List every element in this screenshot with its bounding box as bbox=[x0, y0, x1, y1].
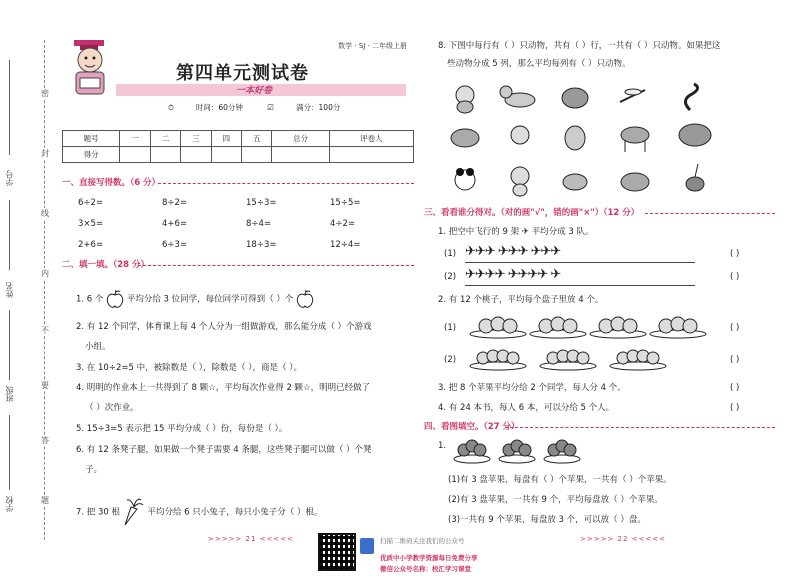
question-8: 8. 下图中每行有（ ）只动物，共有（ ）行，一共有（ ）只动物。如果把这 bbox=[438, 41, 721, 51]
bird-icon bbox=[511, 126, 529, 144]
calc-item: 15÷5= bbox=[330, 198, 361, 208]
mascot-graduate-icon bbox=[66, 36, 116, 96]
dog-icon bbox=[500, 86, 535, 107]
field-name[interactable]: 姓名 bbox=[5, 282, 14, 298]
question-3: 3. 在 10÷2=5 中，被除数是（ ），除数是（ ），商是（ ）。 bbox=[76, 363, 302, 373]
question-text: 平均分给 6 只小兔子，每只小兔子分（ ）根。 bbox=[147, 507, 323, 518]
table-cell: 得分 bbox=[63, 147, 120, 163]
option-label: (3) bbox=[448, 515, 461, 525]
seal-char: 内 bbox=[41, 269, 49, 278]
field-class[interactable]: 班级 bbox=[5, 386, 14, 402]
check-icon: ☑ bbox=[267, 103, 275, 112]
calc-item: 8÷2= bbox=[162, 198, 188, 208]
answer-blank[interactable]: ( ) bbox=[730, 355, 740, 365]
promo-line: 微信公众号名称：校汇学习课堂 bbox=[380, 565, 471, 573]
option-label: (1) bbox=[448, 475, 461, 485]
elephant-icon bbox=[679, 124, 711, 146]
option-label: (2) bbox=[444, 272, 457, 282]
table-cell: 五 bbox=[242, 131, 272, 147]
question-s4-c bbox=[448, 514, 646, 526]
table-cell: 四 bbox=[211, 131, 241, 147]
question-text: 有 3 盘苹果，一共有 9 个，平均每盘放（ ）个苹果。 bbox=[460, 495, 663, 505]
answer-blank[interactable]: ( ) bbox=[730, 383, 740, 393]
seal-char: 要 bbox=[41, 381, 49, 390]
calc-item: 18÷3= bbox=[246, 240, 277, 250]
apple-icon bbox=[106, 289, 124, 309]
option-label: (1) bbox=[444, 323, 457, 333]
answer-blank[interactable]: ( ) bbox=[730, 403, 740, 413]
question-6-cont: 子。 bbox=[85, 465, 103, 475]
promo-line: 优质中小学教学资源每日免费分享 bbox=[380, 554, 478, 562]
seal-dash-line bbox=[44, 40, 45, 540]
question-2-cont: 小组。 bbox=[85, 342, 111, 352]
question-s3-4: 4. 有 24 本书，每人 6 本，可以分给 5 个人。 bbox=[438, 403, 615, 413]
table-cell: 题号 bbox=[63, 131, 120, 147]
apple-plates-icon bbox=[452, 436, 582, 464]
field-school[interactable]: 学校 bbox=[5, 496, 14, 512]
horse-icon bbox=[621, 127, 649, 152]
question-s3-2: 2. 有 12 个桃子，平均每个盘子里放 4 个。 bbox=[438, 295, 604, 305]
score-table bbox=[62, 130, 414, 163]
option-label: (2) bbox=[444, 355, 457, 365]
question-4: 4. 明明的作业本上一共得到了 8 颗☆，平均每次作业得 2 颗☆，明明已经做了 bbox=[76, 383, 371, 393]
qr-code[interactable] bbox=[318, 533, 356, 571]
calc-item: 4÷2= bbox=[330, 219, 356, 229]
frog-icon bbox=[563, 174, 587, 190]
section-heading: 一、直接写得数。（6 分） bbox=[62, 178, 161, 188]
score-input[interactable] bbox=[181, 147, 211, 163]
section-divider bbox=[645, 213, 775, 214]
exam-info bbox=[168, 102, 362, 113]
section-heading: 二、填一填。（28 分） bbox=[62, 260, 150, 270]
panda-icon bbox=[455, 168, 475, 190]
answer-blank[interactable]: ( ) bbox=[730, 272, 740, 282]
monkey-icon bbox=[456, 86, 474, 113]
question-s4-a bbox=[448, 474, 672, 486]
subject-label: 数学 · SJ · 二年级上册 bbox=[338, 42, 407, 50]
question-8-cont: 些动物分成 5 列，那么平均每列有（ ）只动物。 bbox=[447, 59, 631, 69]
animal-grid bbox=[450, 80, 760, 200]
field-line bbox=[9, 200, 10, 270]
group-underline bbox=[465, 262, 695, 263]
question-number: 1. bbox=[438, 441, 447, 451]
dragonfly-icon bbox=[620, 89, 645, 102]
section-divider bbox=[505, 427, 775, 428]
section-divider bbox=[138, 265, 414, 266]
calc-item: 15÷3= bbox=[246, 198, 277, 208]
exam-time: 时间：60分钟 bbox=[195, 103, 243, 112]
question-7 bbox=[76, 497, 322, 527]
calc-item: 6÷2= bbox=[78, 198, 104, 208]
table-row bbox=[63, 147, 414, 163]
peach-plates-icon bbox=[468, 342, 668, 372]
question-1 bbox=[76, 289, 314, 309]
question-text: 7. 把 30 根 bbox=[76, 507, 121, 518]
answer-blank[interactable]: ( ) bbox=[730, 323, 740, 333]
app-logo-icon bbox=[360, 538, 374, 554]
section-divider bbox=[158, 183, 414, 184]
table-cell: 一 bbox=[120, 131, 150, 147]
group-underline bbox=[465, 285, 695, 286]
field-line bbox=[9, 310, 10, 380]
title-banner bbox=[116, 84, 406, 96]
peach-plates-icon bbox=[468, 310, 708, 340]
question-5: 5. 15÷3=5 表示把 15 平均分成（ ）份，每份是（ ）。 bbox=[76, 424, 288, 434]
score-input[interactable] bbox=[329, 147, 413, 163]
airplane-groups-icon: ✈✈✈ ✈✈✈ ✈✈✈ bbox=[465, 244, 561, 259]
seal-char: 封 bbox=[41, 149, 49, 158]
seal-char: 线 bbox=[41, 209, 49, 218]
table-cell: 总分 bbox=[272, 131, 329, 147]
question-text: 1. 把空中飞行的 9 架 bbox=[438, 227, 520, 237]
airplane-groups-icon: ✈✈✈✈ ✈✈✈✈ ✈ bbox=[465, 267, 561, 282]
seal-char: 答 bbox=[41, 436, 49, 445]
question-s3-3: 3. 把 8 个苹果平均分给 2 个同学，每人分 4 个。 bbox=[438, 383, 626, 393]
field-line bbox=[9, 415, 10, 490]
question-2: 2. 有 12 个同学，体育课上每 4 个人分为一组做游戏，那么能分成（ ）个游戏 bbox=[76, 322, 372, 332]
section-heading: 四、看图填空。（27 分） bbox=[424, 422, 520, 432]
question-text: 一共有 9 个苹果，每盘放 3 个，可以放（ ）盘。 bbox=[460, 515, 646, 525]
field-line bbox=[9, 60, 10, 155]
banner-text: 一本好卷 bbox=[236, 86, 273, 96]
bear-icon bbox=[562, 88, 588, 108]
table-row bbox=[63, 131, 414, 147]
exam-header bbox=[66, 36, 411, 106]
calc-item: 8÷4= bbox=[246, 219, 272, 229]
apple-icon bbox=[296, 289, 314, 309]
airplane-icon: ✈ bbox=[521, 227, 529, 237]
score-input[interactable] bbox=[242, 147, 272, 163]
table-cell: 评卷人 bbox=[329, 131, 413, 147]
page-title: 第四单元测试卷 bbox=[176, 63, 309, 84]
table-cell: 二 bbox=[150, 131, 180, 147]
score-input[interactable] bbox=[272, 147, 329, 163]
question-s3-1 bbox=[438, 226, 593, 238]
calc-item: 2+6= bbox=[78, 240, 104, 250]
pig-icon bbox=[621, 173, 649, 191]
score-input[interactable] bbox=[150, 147, 180, 163]
right-page bbox=[420, 0, 785, 579]
mouse-icon bbox=[565, 126, 585, 150]
question-4-cont: （ ）次作业。 bbox=[85, 403, 139, 413]
turtle-icon bbox=[451, 129, 479, 147]
carrot-icon bbox=[123, 497, 145, 527]
calc-item: 12÷4= bbox=[330, 240, 361, 250]
score-input[interactable] bbox=[120, 147, 150, 163]
page-number-left: >>>>> 21 <<<<< bbox=[208, 535, 295, 543]
field-student-id[interactable]: 学号 bbox=[5, 170, 14, 186]
seal-char: 题 bbox=[41, 496, 49, 505]
calc-item: 6÷3= bbox=[162, 240, 188, 250]
qr-caption: 扫描二维码关注我们的公众号 bbox=[380, 537, 465, 545]
score-input[interactable] bbox=[211, 147, 241, 163]
option-label: (2) bbox=[448, 495, 461, 505]
table-cell: 三 bbox=[181, 131, 211, 147]
page-number-right: >>>>> 22 <<<<< bbox=[580, 535, 667, 543]
ostrich-icon bbox=[686, 164, 704, 191]
question-text: 有 3 盘苹果，每盘有（ ）个苹果，一共有（ ）个苹果。 bbox=[460, 475, 672, 485]
section-heading: 三、看看谁分得对。（对的画"√"，错的画"×"）（12 分） bbox=[424, 208, 640, 218]
answer-blank[interactable]: ( ) bbox=[730, 249, 740, 259]
cat-icon bbox=[511, 167, 529, 196]
question-6: 6. 有 12 条凳子腿，如果做一个凳子需要 4 条腿，这些凳子腿可以做（ ）个凳 bbox=[76, 445, 372, 455]
option-label: (1) bbox=[444, 249, 457, 259]
seal-char: 不 bbox=[41, 326, 49, 335]
binding-margin bbox=[0, 0, 52, 579]
seal-char: 密 bbox=[41, 89, 49, 98]
exam-score: 满分：100分 bbox=[296, 103, 341, 112]
snake-icon bbox=[685, 84, 697, 110]
calc-item: 3×5= bbox=[78, 219, 104, 229]
left-page bbox=[58, 0, 413, 579]
question-text: 平均分给 3 位同学，每位同学可得到（ ）个 bbox=[126, 294, 294, 305]
question-text: 平均分成 3 队。 bbox=[531, 227, 594, 237]
calc-item: 4+6= bbox=[162, 219, 188, 229]
clock-icon: ⏱ bbox=[168, 103, 174, 112]
question-text: 1. 6 个 bbox=[76, 294, 104, 305]
question-s4-b bbox=[448, 494, 663, 506]
